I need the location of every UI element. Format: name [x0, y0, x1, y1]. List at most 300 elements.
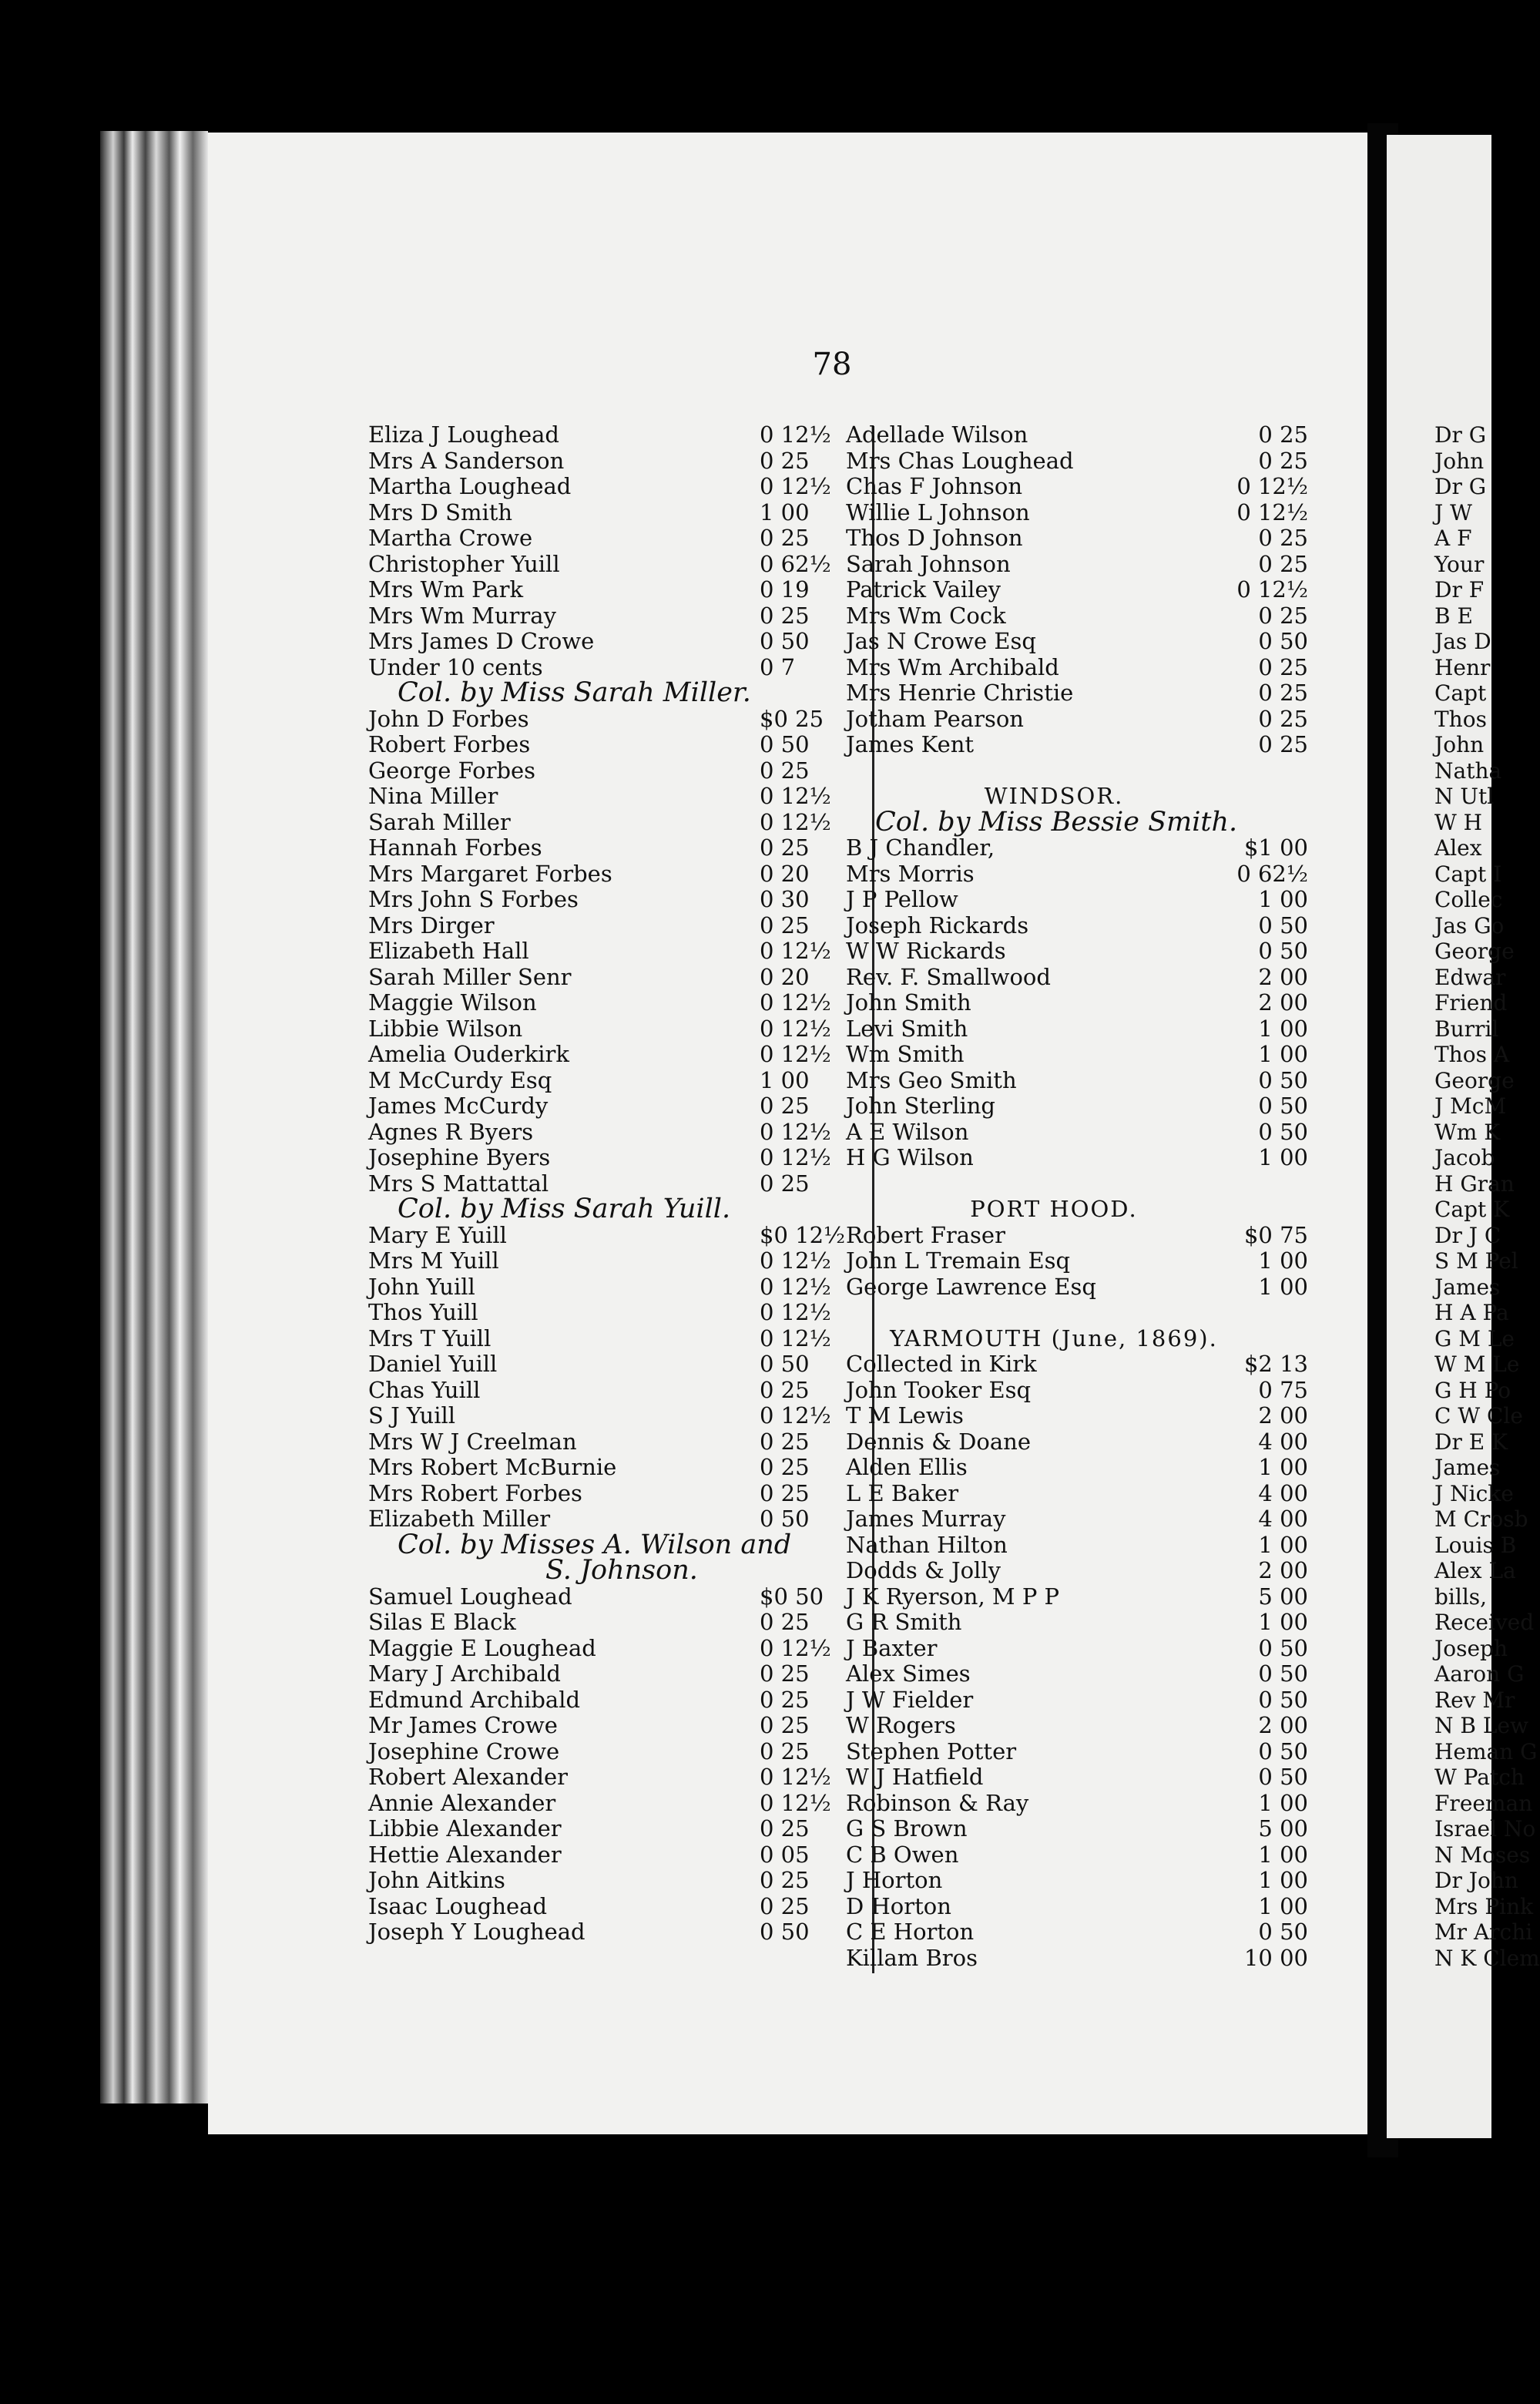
contribution-amount: 0 25 [1258, 680, 1308, 706]
ledger-entry [368, 1687, 846, 1714]
contributor-name: Samuel Loughead [368, 1583, 572, 1610]
contributor-name: Hettie Alexander [368, 1841, 562, 1868]
contribution-amount: 0 25 [760, 1660, 810, 1687]
next-page-line: Alex [1434, 835, 1482, 861]
ledger-entry [846, 1042, 1308, 1068]
next-page-line: Capt I [1434, 861, 1502, 887]
contribution-amount: 0 12½ [1236, 576, 1308, 603]
ledger-entry [368, 474, 846, 500]
ledger-entry [846, 1894, 1308, 1920]
contribution-amount: 0 75 [1258, 1376, 1308, 1403]
contributor-name: Mrs Dirger [368, 912, 495, 938]
spacer-row [846, 758, 1308, 784]
contributor-name: Libbie Wilson [368, 1015, 523, 1042]
contributor-name: Mrs M Yuill [368, 1247, 499, 1274]
next-page-line: N Moses [1434, 1842, 1531, 1868]
next-page-line: Freeman [1434, 1790, 1533, 1816]
contribution-amount: 0 12½ [760, 1764, 831, 1790]
ledger-entry [368, 1223, 846, 1249]
contributor-name: John Aitkins [368, 1867, 505, 1893]
contribution-amount: 0 20 [760, 963, 810, 990]
contribution-amount: 0 25 [1258, 525, 1308, 551]
contributor-name: D Horton [846, 1892, 951, 1919]
next-page-line: Collec [1434, 887, 1503, 912]
contribution-amount: 0 25 [760, 1376, 810, 1403]
contributor-name: Mrs Wm Murray [368, 602, 556, 629]
contributor-name: George Lawrence Esq [846, 1273, 1096, 1300]
contribution-amount: 0 12½ [760, 1041, 831, 1067]
contribution-amount: 1 00 [1258, 1841, 1308, 1868]
ledger-entry [368, 965, 846, 991]
contribution-amount: 0 25 [1258, 447, 1308, 474]
contribution-amount: 0 50 [760, 628, 810, 654]
next-page-line: J Nicke [1434, 1480, 1514, 1506]
ledger-entry [368, 1378, 846, 1404]
contributor-name: Alex Simes [846, 1660, 971, 1687]
ledger-entry [368, 784, 846, 810]
contributor-name: Alden Ellis [846, 1454, 968, 1480]
contribution-amount: 0 25 [760, 1454, 810, 1480]
contributor-name: James Murray [846, 1506, 1006, 1532]
contribution-amount: 0 25 [760, 834, 810, 861]
ledger-entry [846, 680, 1308, 707]
next-page-line: Capt K [1434, 1197, 1510, 1222]
contributor-name: Jotham Pearson [846, 705, 1024, 732]
contribution-amount: 0 25 [760, 912, 810, 938]
contribution-amount: 0 25 [760, 447, 810, 474]
next-page-line: Dr G [1434, 422, 1487, 448]
contributor-name: Mrs Wm Archibald [846, 653, 1059, 680]
ledger-entry [368, 525, 846, 552]
contributor-name: Josephine Crowe [368, 1738, 560, 1764]
contribution-amount: $0 50 [760, 1583, 824, 1610]
contributor-name: Dodds & Jolly [846, 1557, 1001, 1583]
contribution-amount: 5 00 [1258, 1815, 1308, 1842]
contributor-name: Nathan Hilton [846, 1531, 1008, 1558]
contribution-amount: 0 12½ [760, 989, 831, 1016]
contribution-amount: 0 25 [760, 1892, 810, 1919]
ledger-entry [846, 707, 1308, 733]
contributor-name: Sarah Miller [368, 808, 511, 835]
ledger-entry [368, 629, 846, 655]
contribution-amount: 2 00 [1258, 1712, 1308, 1738]
ledger-entry [368, 1506, 846, 1533]
next-page-line: Your [1434, 551, 1485, 577]
contributor-name: Josephine Byers [368, 1144, 551, 1170]
collector-heading: Col. by Miss Sarah Yuill. [398, 1194, 731, 1224]
contributor-name: Robert Alexander [368, 1764, 569, 1790]
ledger-entry [846, 500, 1308, 526]
next-page-line: Capt [1434, 680, 1487, 706]
contributor-name: Collected in Kirk [846, 1351, 1037, 1377]
ledger-entry [368, 1403, 846, 1429]
contribution-amount: 1 00 [1258, 1789, 1308, 1816]
next-page-top-margin [1387, 135, 1491, 422]
contributor-name: Thos D Johnson [846, 525, 1023, 551]
ledger-entry [368, 861, 846, 888]
place-name: WINDSOR. [984, 783, 1124, 809]
contribution-amount: 4 00 [1258, 1479, 1308, 1506]
next-page-line: H A Pa [1434, 1300, 1509, 1325]
contribution-amount: $1 00 [1243, 834, 1308, 861]
ledger-entry [368, 448, 846, 475]
contribution-amount: 0 62½ [1236, 860, 1308, 887]
next-page-line: G M Le [1434, 1325, 1515, 1351]
contribution-amount: 1 00 [1258, 886, 1308, 912]
next-page-line: Henr [1434, 654, 1491, 680]
ledger-entry [368, 758, 846, 784]
ledger-entry [846, 1093, 1308, 1120]
place-heading [846, 1326, 1308, 1352]
next-page-line: George [1434, 1067, 1515, 1093]
contributor-name: Robert Fraser [846, 1221, 1005, 1248]
contributor-name: Chas F Johnson [846, 473, 1023, 499]
contribution-amount: 0 25 [760, 757, 810, 784]
right-column [846, 422, 1308, 1971]
next-page-line: Received [1434, 1610, 1535, 1635]
contributor-name: Rev. F. Smallwood [846, 963, 1051, 990]
contribution-amount: 0 12½ [1236, 499, 1308, 525]
ledger-entry [368, 1584, 846, 1610]
contributor-name: Mrs Robert McBurnie [368, 1454, 617, 1480]
contribution-amount: 0 25 [760, 1815, 810, 1842]
contributor-name: C B Owen [846, 1841, 959, 1868]
contributor-name: Maggie E Loughead [368, 1634, 596, 1661]
ledger-entry [846, 1636, 1308, 1662]
next-page-line: S M Pel [1434, 1248, 1518, 1274]
contribution-amount: 0 12½ [760, 1247, 831, 1274]
contributor-name: Robinson & Ray [846, 1789, 1029, 1816]
contribution-amount: 0 12½ [760, 1634, 831, 1661]
contribution-amount: 1 00 [1258, 1015, 1308, 1042]
ledger-entry [368, 1093, 846, 1120]
contributor-name: John D Forbes [368, 705, 529, 732]
contributor-name: Mrs W J Creelman [368, 1428, 577, 1455]
contributor-name: G R Smith [846, 1609, 962, 1635]
ledger-entry [846, 448, 1308, 475]
contributor-name: Levi Smith [846, 1015, 968, 1042]
ledger-entry [368, 835, 846, 861]
contribution-amount: 4 00 [1258, 1506, 1308, 1532]
contribution-amount: 1 00 [760, 499, 810, 525]
contributor-name: Joseph Y Loughead [368, 1919, 585, 1945]
contributor-name: Mrs Wm Park [368, 576, 524, 603]
contributor-name: Hannah Forbes [368, 834, 542, 861]
contribution-amount: 0 12½ [760, 473, 831, 499]
contributor-name: Mrs T Yuill [368, 1325, 492, 1351]
ledger-entry [846, 422, 1308, 448]
ledger-entry [846, 1584, 1308, 1610]
next-page-line: Edwar [1434, 964, 1506, 990]
contributor-name: John Sterling [846, 1093, 995, 1119]
contribution-amount: 1 00 [1258, 1892, 1308, 1919]
ledger-entry [846, 577, 1308, 603]
contribution-amount: 1 00 [760, 1066, 810, 1093]
ledger-entry [846, 1558, 1308, 1584]
contributor-name: Agnes R Byers [368, 1118, 534, 1145]
contribution-amount: 0 50 [1258, 912, 1308, 938]
contributor-name: Sarah Miller Senr [368, 963, 572, 990]
next-page-line: Jas Go [1434, 912, 1505, 938]
next-page-line: Friend [1434, 990, 1508, 1016]
ledger-entry [368, 1791, 846, 1817]
ledger-entry [846, 913, 1308, 939]
contribution-amount: 0 12½ [760, 1273, 831, 1300]
contributor-name: Mr James Crowe [368, 1712, 558, 1738]
next-page-line: N Utl [1434, 784, 1495, 809]
contribution-amount: 0 25 [760, 525, 810, 551]
contribution-amount: 0 12½ [760, 1789, 831, 1816]
ledger-entry [846, 1687, 1308, 1714]
ledger-entry [846, 861, 1308, 888]
contribution-amount: 0 25 [760, 602, 810, 629]
ledger-entry [368, 1842, 846, 1868]
next-page-line: H Gran [1434, 1170, 1515, 1197]
ledger-entry [846, 1919, 1308, 1946]
contribution-amount: 0 50 [1258, 938, 1308, 964]
contributor-name: C E Horton [846, 1919, 975, 1945]
next-page-line: Natha [1434, 757, 1502, 784]
ledger-entry [846, 887, 1308, 913]
next-page-line: Louis B [1434, 1532, 1517, 1558]
ledger-entry [846, 835, 1308, 861]
ledger-entry [846, 1016, 1308, 1043]
collector-heading: S. Johnson. [545, 1555, 698, 1586]
next-page-line: M Crosb [1434, 1506, 1528, 1532]
next-page-line: Dr J C [1434, 1222, 1501, 1248]
contributor-name: J W Fielder [846, 1686, 974, 1713]
contribution-amount: 0 25 [1258, 731, 1308, 757]
contribution-amount: 0 12½ [760, 1015, 831, 1042]
contributor-name: Jas N Crowe Esq [846, 628, 1036, 654]
contribution-amount: 0 50 [1258, 1634, 1308, 1661]
contribution-amount: 0 7 [760, 653, 796, 680]
next-page-line: Jas D [1434, 629, 1491, 654]
ledger-entry [846, 552, 1308, 578]
contribution-amount: 0 62½ [760, 550, 831, 577]
ledger-entry [368, 1610, 846, 1636]
contributor-name: W W Rickards [846, 938, 1006, 964]
next-page-line: J W [1434, 499, 1472, 525]
contributor-name: S J Yuill [368, 1402, 456, 1429]
contribution-amount: 0 25 [1258, 653, 1308, 680]
contribution-amount: 0 12½ [760, 1402, 831, 1429]
ledger-entry [368, 577, 846, 603]
next-page-line: bills, [1434, 1583, 1488, 1610]
ledger-entry [368, 1171, 846, 1197]
contributor-name: Mrs James D Crowe [368, 628, 595, 654]
ledger-entry [846, 1713, 1308, 1739]
contribution-amount: $0 25 [760, 705, 824, 732]
contributor-name: G S Brown [846, 1815, 968, 1842]
contribution-amount: 0 20 [760, 860, 810, 887]
contributor-name: Mrs A Sanderson [368, 447, 565, 474]
contributor-name: Dennis & Doane [846, 1428, 1032, 1455]
contributor-name: Elizabeth Miller [368, 1506, 551, 1532]
contribution-amount: 0 25 [760, 1738, 810, 1764]
contribution-amount: 0 25 [760, 1712, 810, 1738]
ledger-entry [846, 1610, 1308, 1636]
contribution-amount: $2 13 [1243, 1351, 1308, 1377]
contributor-name: Mrs Margaret Forbes [368, 860, 612, 887]
ledger-entry [846, 629, 1308, 655]
contribution-amount: 0 12½ [760, 1118, 831, 1145]
contributor-name: James McCurdy [368, 1093, 549, 1119]
ledger-entry [846, 525, 1308, 552]
next-page-line: George [1434, 938, 1515, 964]
ledger-entry [368, 1919, 846, 1946]
contributor-name: Sarah Johnson [846, 550, 1011, 577]
contributor-name: L E Baker [846, 1479, 959, 1506]
ledger-entry [368, 707, 846, 733]
ledger-entry [368, 1481, 846, 1507]
contributor-name: W J Hatfield [846, 1764, 984, 1790]
contribution-amount: 0 50 [1258, 1764, 1308, 1790]
next-page-line: Dr F [1434, 577, 1485, 603]
collector-heading: Col. by Miss Sarah Miller. [398, 677, 751, 708]
contribution-amount: 0 50 [760, 1919, 810, 1945]
contribution-amount: 0 25 [760, 1093, 810, 1119]
contribution-amount: 0 25 [760, 1609, 810, 1635]
contribution-amount: 4 00 [1258, 1428, 1308, 1455]
next-page-line: James [1434, 1455, 1501, 1480]
ledger-entry [846, 1661, 1308, 1687]
contributor-name: M McCurdy Esq [368, 1066, 552, 1093]
contribution-amount: 0 50 [1258, 1738, 1308, 1764]
contribution-amount: $0 12½ [760, 1221, 846, 1248]
next-page-line: Wm K [1434, 1119, 1501, 1145]
contribution-amount: 10 00 [1243, 1944, 1308, 1971]
contributor-name: Mary J Archibald [368, 1660, 561, 1687]
place-name: YARMOUTH (June, 1869). [890, 1325, 1218, 1351]
ledger-entry [368, 1351, 846, 1378]
ledger-entry [368, 552, 846, 578]
ledger-entry [368, 1868, 846, 1894]
contributor-name: Silas E Black [368, 1609, 516, 1635]
contribution-amount: 0 05 [760, 1841, 810, 1868]
ledger-entry [846, 1739, 1308, 1765]
next-page-line: Thos [1434, 706, 1487, 732]
ledger-entry [846, 1455, 1308, 1481]
next-page-line: Joseph [1434, 1635, 1508, 1661]
ledger-entry [368, 603, 846, 630]
contribution-amount: 0 25 [1258, 550, 1308, 577]
ledger-entry [368, 990, 846, 1016]
next-page-line: W M Le [1434, 1351, 1520, 1377]
ledger-entry [846, 1403, 1308, 1429]
ledger-entry [846, 1223, 1308, 1249]
contribution-amount: 0 12½ [1236, 473, 1308, 499]
contribution-amount: 0 25 [1258, 421, 1308, 448]
ledger-entry [846, 1481, 1308, 1507]
contribution-amount: 0 25 [1258, 705, 1308, 732]
ledger-entry [368, 1300, 846, 1326]
ledger-entry [368, 1713, 846, 1739]
next-page-line: W Patch [1434, 1764, 1525, 1790]
next-page-line: Thos A [1434, 1042, 1510, 1067]
contribution-amount: 0 50 [760, 1506, 810, 1532]
contributor-name: Chas Yuill [368, 1376, 481, 1403]
ledger-entry [846, 732, 1308, 758]
contributor-name: Killam Bros [846, 1944, 978, 1971]
contributor-name: J P Pellow [846, 886, 958, 912]
next-page-line: B E [1434, 603, 1473, 629]
ledger-entry [368, 1455, 846, 1481]
next-page-line: James [1434, 1274, 1501, 1300]
next-page-line: Mrs Pink [1434, 1893, 1534, 1919]
ledger-entry [368, 1145, 846, 1171]
contributor-name: Robert Forbes [368, 731, 531, 757]
contribution-amount: 1 00 [1258, 1144, 1308, 1170]
contribution-amount: 1 00 [1258, 1867, 1308, 1893]
contribution-amount: 1 00 [1258, 1531, 1308, 1558]
ledger-entry [846, 1868, 1308, 1894]
contributor-name: Edmund Archibald [368, 1686, 581, 1713]
ledger-entry [368, 1739, 846, 1765]
ledger-entry [846, 1351, 1308, 1378]
contribution-amount: 2 00 [1258, 1557, 1308, 1583]
ledger-entry [368, 1120, 846, 1146]
contributor-name: Adellade Wilson [846, 421, 1028, 448]
contribution-amount: 2 00 [1258, 989, 1308, 1016]
contributor-name: Patrick Vailey [846, 576, 1001, 603]
next-page-line: J McM [1434, 1093, 1507, 1119]
next-page-line: Dr John [1434, 1868, 1518, 1893]
contribution-amount: 0 50 [1258, 1660, 1308, 1687]
contributor-name: Stephen Potter [846, 1738, 1017, 1764]
contributor-name: Mrs Geo Smith [846, 1066, 1017, 1093]
ledger-entry [368, 1326, 846, 1352]
contribution-amount: 0 12½ [760, 1325, 831, 1351]
ledger-entry [368, 1636, 846, 1662]
contribution-amount: $0 75 [1243, 1221, 1308, 1248]
next-page-fragment [1387, 135, 1540, 2138]
contributor-name: Mrs Wm Cock [846, 602, 1006, 629]
place-name: PORT HOOD. [970, 1196, 1138, 1222]
contributor-name: Mrs John S Forbes [368, 886, 579, 912]
contribution-amount: 1 00 [1258, 1273, 1308, 1300]
contributor-name: John Smith [846, 989, 971, 1016]
contributor-name: T M Lewis [846, 1402, 964, 1429]
ledger-entry [846, 1506, 1308, 1533]
contributor-name: J K Ryerson, M P P [846, 1583, 1060, 1610]
contributor-name: John L Tremain Esq [846, 1247, 1071, 1274]
contribution-amount: 1 00 [1258, 1609, 1308, 1635]
contribution-amount: 0 12½ [760, 783, 831, 809]
contributor-name: Maggie Wilson [368, 989, 537, 1016]
next-page-line: Dr E K [1434, 1429, 1508, 1455]
contribution-amount: 0 12½ [760, 938, 831, 964]
contribution-amount: 0 12½ [760, 1144, 831, 1170]
contribution-amount: 2 00 [1258, 963, 1308, 990]
ledger-entry [846, 990, 1308, 1016]
ledger-entry [846, 1533, 1308, 1559]
contribution-amount: 1 00 [1258, 1247, 1308, 1274]
contribution-amount: 0 25 [760, 1479, 810, 1506]
contribution-amount: 0 12½ [760, 808, 831, 835]
next-page-line: G H Po [1434, 1377, 1511, 1403]
contributor-name: James Kent [846, 731, 975, 757]
contribution-amount: 0 50 [1258, 1919, 1308, 1945]
contribution-amount: 1 00 [1258, 1454, 1308, 1480]
ledger-entry [368, 1042, 846, 1068]
contributor-name: Thos Yuill [368, 1299, 478, 1325]
contribution-amount: 0 25 [760, 1170, 810, 1197]
contribution-amount: 5 00 [1258, 1583, 1308, 1610]
ledger-entry [368, 1016, 846, 1043]
contribution-amount: 0 30 [760, 886, 810, 912]
contribution-amount: 0 25 [760, 1686, 810, 1713]
